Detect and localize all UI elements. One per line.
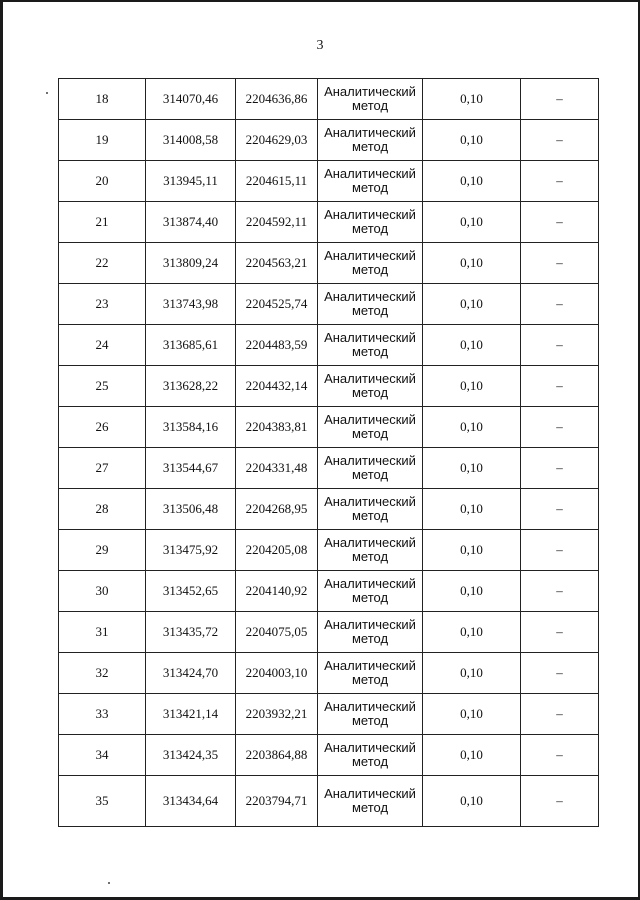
method-cell [318, 202, 423, 243]
point-number-cell: 27 [59, 448, 146, 489]
method-line-2: метод [351, 303, 389, 318]
accuracy-cell: 0,10 [423, 243, 521, 284]
note-cell: – [521, 79, 599, 120]
note-cell: – [521, 776, 599, 827]
point-number-cell: 24 [59, 325, 146, 366]
note-cell: – [521, 694, 599, 735]
scan-speck [46, 92, 48, 94]
method-cell [318, 325, 423, 366]
note-cell: – [521, 325, 599, 366]
point-number-cell: 18 [59, 79, 146, 120]
coord-x-cell: 313421,14 [146, 694, 236, 735]
coord-x-cell: 314008,58 [146, 120, 236, 161]
accuracy-cell: 0,10 [423, 489, 521, 530]
method-line-1: Аналитический [324, 207, 416, 222]
coord-x-cell: 313424,70 [146, 653, 236, 694]
note-cell: – [521, 612, 599, 653]
method-line-2: метод [351, 467, 389, 482]
coord-y-cell: 2204483,59 [236, 325, 318, 366]
accuracy-cell: 0,10 [423, 202, 521, 243]
note-cell: – [521, 202, 599, 243]
coordinates-table-body [59, 79, 599, 827]
accuracy-cell: 0,10 [423, 448, 521, 489]
accuracy-cell: 0,10 [423, 612, 521, 653]
method-line-2: метод [351, 590, 389, 605]
note-cell: – [521, 489, 599, 530]
coord-x-cell: 313628,22 [146, 366, 236, 407]
note-cell: – [521, 407, 599, 448]
method-line-2: метод [351, 344, 389, 359]
method-line-1: Аналитический [324, 786, 416, 801]
method-line-2: метод [351, 754, 389, 769]
table-row [59, 776, 599, 827]
point-number-cell: 25 [59, 366, 146, 407]
method-line-2: метод [351, 385, 389, 400]
point-number-cell: 29 [59, 530, 146, 571]
accuracy-cell: 0,10 [423, 653, 521, 694]
table-row [59, 653, 599, 694]
coord-y-cell: 2204629,03 [236, 120, 318, 161]
coord-y-cell: 2204636,86 [236, 79, 318, 120]
accuracy-cell: 0,10 [423, 325, 521, 366]
coord-y-cell: 2204563,21 [236, 243, 318, 284]
coord-y-cell: 2204525,74 [236, 284, 318, 325]
coord-x-cell: 313584,16 [146, 407, 236, 448]
note-cell: – [521, 530, 599, 571]
point-number-cell: 32 [59, 653, 146, 694]
note-cell: – [521, 120, 599, 161]
point-number-cell: 31 [59, 612, 146, 653]
coord-y-cell: 2204268,95 [236, 489, 318, 530]
method-line-2: метод [351, 713, 389, 728]
table-row [59, 530, 599, 571]
accuracy-cell: 0,10 [423, 120, 521, 161]
scan-border-top [0, 0, 640, 2]
accuracy-cell: 0,10 [423, 79, 521, 120]
method-line-1: Аналитический [324, 658, 416, 673]
note-cell: – [521, 284, 599, 325]
method-line-1: Аналитический [324, 740, 416, 755]
accuracy-cell: 0,10 [423, 366, 521, 407]
method-line-1: Аналитический [324, 330, 416, 345]
method-line-2: метод [351, 672, 389, 687]
coord-x-cell: 313809,24 [146, 243, 236, 284]
method-line-1: Аналитический [324, 412, 416, 427]
table-row [59, 120, 599, 161]
point-number-cell: 19 [59, 120, 146, 161]
table-row [59, 448, 599, 489]
point-number-cell: 23 [59, 284, 146, 325]
accuracy-cell: 0,10 [423, 161, 521, 202]
table-row [59, 489, 599, 530]
table-row [59, 202, 599, 243]
method-line-1: Аналитический [324, 289, 416, 304]
table-row [59, 243, 599, 284]
accuracy-cell: 0,10 [423, 284, 521, 325]
point-number-cell: 26 [59, 407, 146, 448]
method-line-1: Аналитический [324, 453, 416, 468]
page-number: 3 [316, 38, 324, 53]
point-number-cell: 30 [59, 571, 146, 612]
method-cell [318, 161, 423, 202]
coord-x-cell: 313945,11 [146, 161, 236, 202]
coord-x-cell: 313874,40 [146, 202, 236, 243]
method-line-2: метод [351, 98, 389, 113]
accuracy-cell: 0,10 [423, 407, 521, 448]
note-cell: – [521, 735, 599, 776]
point-number-cell: 34 [59, 735, 146, 776]
coord-x-cell: 313452,65 [146, 571, 236, 612]
table-row [59, 79, 599, 120]
table-row [59, 694, 599, 735]
method-line-1: Аналитический [324, 248, 416, 263]
method-line-1: Аналитический [324, 84, 416, 99]
note-cell: – [521, 161, 599, 202]
point-number-cell: 20 [59, 161, 146, 202]
table-row [59, 407, 599, 448]
coord-y-cell: 2204615,11 [236, 161, 318, 202]
method-line-1: Аналитический [324, 617, 416, 632]
table-row [59, 325, 599, 366]
method-line-1: Аналитический [324, 166, 416, 181]
coord-x-cell: 313435,72 [146, 612, 236, 653]
method-line-2: метод [351, 180, 389, 195]
point-number-cell: 22 [59, 243, 146, 284]
method-line-2: метод [351, 508, 389, 523]
accuracy-cell: 0,10 [423, 571, 521, 612]
method-line-2: метод [351, 426, 389, 441]
coord-y-cell: 2203794,71 [236, 776, 318, 827]
method-line-1: Аналитический [324, 494, 416, 509]
accuracy-cell: 0,10 [423, 530, 521, 571]
method-cell [318, 571, 423, 612]
coordinates-table [58, 78, 599, 827]
method-line-2: метод [351, 139, 389, 154]
method-cell [318, 489, 423, 530]
scan-speck [108, 882, 110, 884]
accuracy-cell: 0,10 [423, 694, 521, 735]
method-line-1: Аналитический [324, 576, 416, 591]
method-cell [318, 366, 423, 407]
method-cell [318, 530, 423, 571]
method-cell [318, 407, 423, 448]
coord-x-cell: 313475,92 [146, 530, 236, 571]
coord-y-cell: 2204432,14 [236, 366, 318, 407]
coord-x-cell: 313743,98 [146, 284, 236, 325]
method-cell [318, 735, 423, 776]
method-cell [318, 243, 423, 284]
point-number-cell: 28 [59, 489, 146, 530]
coord-y-cell: 2203864,88 [236, 735, 318, 776]
method-line-1: Аналитический [324, 125, 416, 140]
coord-x-cell: 313544,67 [146, 448, 236, 489]
table-row [59, 571, 599, 612]
coord-y-cell: 2204383,81 [236, 407, 318, 448]
method-cell [318, 612, 423, 653]
coord-y-cell: 2203932,21 [236, 694, 318, 735]
table-row [59, 161, 599, 202]
note-cell: – [521, 366, 599, 407]
method-line-2: метод [351, 800, 389, 815]
table-row [59, 366, 599, 407]
note-cell: – [521, 243, 599, 284]
coord-y-cell: 2204592,11 [236, 202, 318, 243]
coord-y-cell: 2204205,08 [236, 530, 318, 571]
coord-x-cell: 313506,48 [146, 489, 236, 530]
method-line-2: метод [351, 549, 389, 564]
coord-x-cell: 313424,35 [146, 735, 236, 776]
method-line-1: Аналитический [324, 699, 416, 714]
point-number-cell: 33 [59, 694, 146, 735]
method-line-1: Аналитический [324, 535, 416, 550]
table-row [59, 284, 599, 325]
note-cell: – [521, 448, 599, 489]
method-cell [318, 120, 423, 161]
note-cell: – [521, 571, 599, 612]
method-line-2: метод [351, 262, 389, 277]
method-cell [318, 448, 423, 489]
method-cell [318, 284, 423, 325]
coord-y-cell: 2204140,92 [236, 571, 318, 612]
point-number-cell: 35 [59, 776, 146, 827]
accuracy-cell: 0,10 [423, 776, 521, 827]
coord-y-cell: 2204003,10 [236, 653, 318, 694]
accuracy-cell: 0,10 [423, 735, 521, 776]
scan-border-left [0, 0, 3, 900]
note-cell: – [521, 653, 599, 694]
method-line-1: Аналитический [324, 371, 416, 386]
method-line-2: метод [351, 631, 389, 646]
coord-y-cell: 2204075,05 [236, 612, 318, 653]
coord-x-cell: 313434,64 [146, 776, 236, 827]
coord-x-cell: 314070,46 [146, 79, 236, 120]
table-row [59, 735, 599, 776]
coord-x-cell: 313685,61 [146, 325, 236, 366]
method-cell [318, 79, 423, 120]
method-cell [318, 694, 423, 735]
method-cell [318, 776, 423, 827]
coord-y-cell: 2204331,48 [236, 448, 318, 489]
point-number-cell: 21 [59, 202, 146, 243]
method-cell [318, 653, 423, 694]
method-line-2: метод [351, 221, 389, 236]
table-row [59, 612, 599, 653]
